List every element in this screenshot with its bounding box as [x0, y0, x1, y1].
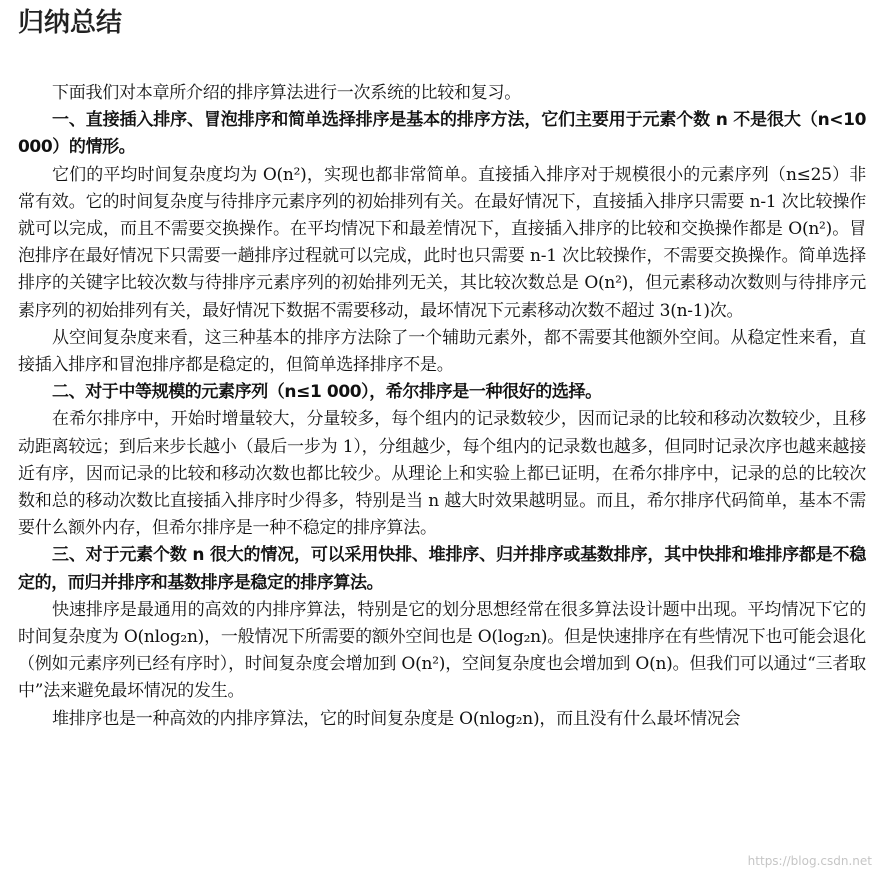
- watermark: https://blog.csdn.net: [747, 854, 872, 868]
- paragraph-shell-sort: 在希尔排序中，开始时增量较大，分量较多，每个组内的记录数较少，因而记录的比较和移动次数较少，且移动距离较远；到后来步长越小（最后一步为 1），分组越少，每个组内的记录数也越多，但同时记录次序也越来越接近有序，因而记录的比较和移动次数也都比较少。从理论上和实验上都已证明，在希尔排序中，记录的总的比较次数和总的移动次数比直接插入排序时少得多，特别是当 n 越大时效果越明显。而且，希尔排序代码简单，基本不需要什么额外内存，但希尔排序是一种不稳定的排序算法。: [18, 409, 866, 539]
- section-heading-3: 三、对于元素个数 n 很大的情况，可以采用快排、堆排序、归并排序或基数排序，其中快排和堆排序都是不稳定的，而归并排序和基数排序是稳定的排序算法。: [18, 545, 866, 593]
- paragraph-quick-sort: 快速排序是最通用的高效的内排序算法，特别是它的划分思想经常在很多算法设计题中出现。平均情况下它的时间复杂度为 O(nlog₂n)，一般情况下所需要的额外空间也是 O(log₂n)。但是快速排序在有些情况下也可能会退化（例如元素序列已经有序时），时间复杂度会增加到 O(n²)，空间复杂度也会增加到 O(n)。但我们可以通过“三者取中”法来避免最坏情况的发生。: [18, 599, 866, 702]
- section-heading-2: 二、对于中等规模的元素序列（n≤1 000），希尔排序是一种很好的选择。: [52, 382, 602, 403]
- paragraph-intro: 下面我们对本章所介绍的排序算法进行一次系统的比较和复习。: [52, 83, 521, 103]
- paragraph-basic-sorts-time: 它们的平均时间复杂度均为 O(n²)，实现也都非常简单。直接插入排序对于规模很小的元素序列（n≤25）非常有效。它的时间复杂度与待排序元素序列的初始排列有关。在最好情况下，直接插入排序只需要 n-1 次比较操作就可以完成，而且不需要交换操作。在平均情况下和最差情况下，直接插入排序的比较和交换操作都是 O(n²)。冒泡排序在最好情况下只需要一趟排序过程就可以完成，此时也只需要 n-1 次比较操作，不需要交换操作。简单选择排序的关键字比较次数与待排序元素序列的初始排列无关，其比较次数总是 O(n²)，但元素移动次数则与待排序元素序列的初始排列有关，最好情况下数据不需要移动，最坏情况下元素移动次数不超过 3(n-1)次。: [18, 164, 866, 321]
- paragraph-heap-sort: 堆排序也是一种高效的内排序算法，它的时间复杂度是 O(nlog₂n)，而且没有什么最坏情况会: [52, 708, 741, 729]
- page-title: 归纳总结: [18, 8, 123, 38]
- section-heading-1: 一、直接插入排序、冒泡排序和简单选择排序是基本的排序方法，它们主要用于元素个数 n 不是很大（n<10 000）的情形。: [18, 110, 866, 158]
- paragraph-basic-sorts-space: 从空间复杂度来看，这三种基本的排序方法除了一个辅助元素外，都不需要其他额外空间。从稳定性来看，直接插入排序和冒泡排序都是稳定的，但简单选择排序不是。: [18, 327, 866, 376]
- document-body: [18, 80, 866, 733]
